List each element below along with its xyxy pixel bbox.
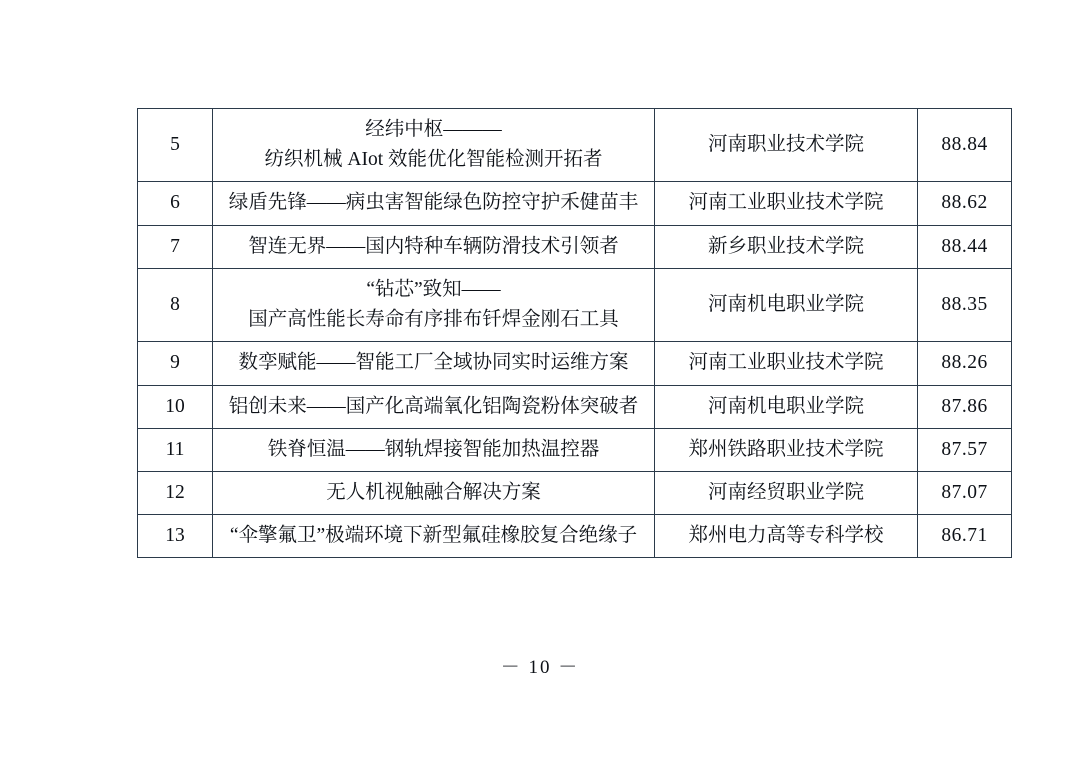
table-row	[138, 268, 1012, 341]
row-org: 河南工业职业技术学院	[655, 342, 918, 385]
ranking-table-container	[137, 108, 988, 558]
row-index: 12	[138, 471, 213, 514]
row-score: 88.26	[918, 342, 1012, 385]
row-title: 无人机视触融合解决方案	[213, 471, 655, 514]
table-row	[138, 471, 1012, 514]
table-row	[138, 342, 1012, 385]
row-index: 9	[138, 342, 213, 385]
page-number: － 10 －	[500, 657, 580, 678]
row-score: 88.62	[918, 182, 1012, 225]
row-score: 87.07	[918, 471, 1012, 514]
row-score: 88.84	[918, 109, 1012, 182]
row-score: 88.35	[918, 268, 1012, 341]
row-title	[213, 109, 655, 182]
table-row	[138, 182, 1012, 225]
row-score: 88.44	[918, 225, 1012, 268]
row-org: 河南机电职业学院	[655, 385, 918, 428]
row-index: 10	[138, 385, 213, 428]
table-row	[138, 109, 1012, 182]
row-title: 数孪赋能——智能工厂全域协同实时运维方案	[213, 342, 655, 385]
row-org: 郑州铁路职业技术学院	[655, 428, 918, 471]
row-title: 智连无界——国内特种车辆防滑技术引领者	[213, 225, 655, 268]
table-row	[138, 428, 1012, 471]
row-title: 铁脊恒温——钢轨焊接智能加热温控器	[213, 428, 655, 471]
table-row	[138, 225, 1012, 268]
row-score: 87.86	[918, 385, 1012, 428]
row-index: 7	[138, 225, 213, 268]
row-org: 新乡职业技术学院	[655, 225, 918, 268]
row-score: 87.57	[918, 428, 1012, 471]
ranking-table	[137, 108, 1012, 558]
row-org: 河南职业技术学院	[655, 109, 918, 182]
row-score: 86.71	[918, 515, 1012, 558]
row-org: 郑州电力高等专科学校	[655, 515, 918, 558]
row-index: 11	[138, 428, 213, 471]
row-index: 8	[138, 268, 213, 341]
row-title-line-1: “钻芯”致知——	[366, 278, 501, 300]
row-index: 5	[138, 109, 213, 182]
row-index: 13	[138, 515, 213, 558]
row-org: 河南工业职业技术学院	[655, 182, 918, 225]
row-title	[213, 268, 655, 341]
row-title: 绿盾先锋——病虫害智能绿色防控守护禾健苗丰	[213, 182, 655, 225]
table-row	[138, 385, 1012, 428]
row-title-line-2: 国产高性能长寿命有序排布钎焊金刚石工具	[248, 309, 619, 331]
row-title: “伞擎氟卫”极端环境下新型氟硅橡胶复合绝缘子	[213, 515, 655, 558]
row-org: 河南经贸职业学院	[655, 471, 918, 514]
row-org: 河南机电职业学院	[655, 268, 918, 341]
table-row	[138, 515, 1012, 558]
row-index: 6	[138, 182, 213, 225]
row-title-line-1: 经纬中枢———	[365, 119, 502, 140]
row-title-line-2: 纺织机械 AIot 效能优化智能检测开拓者	[264, 149, 603, 171]
row-title: 铝创未来——国产化高端氧化铝陶瓷粉体突破者	[213, 385, 655, 428]
